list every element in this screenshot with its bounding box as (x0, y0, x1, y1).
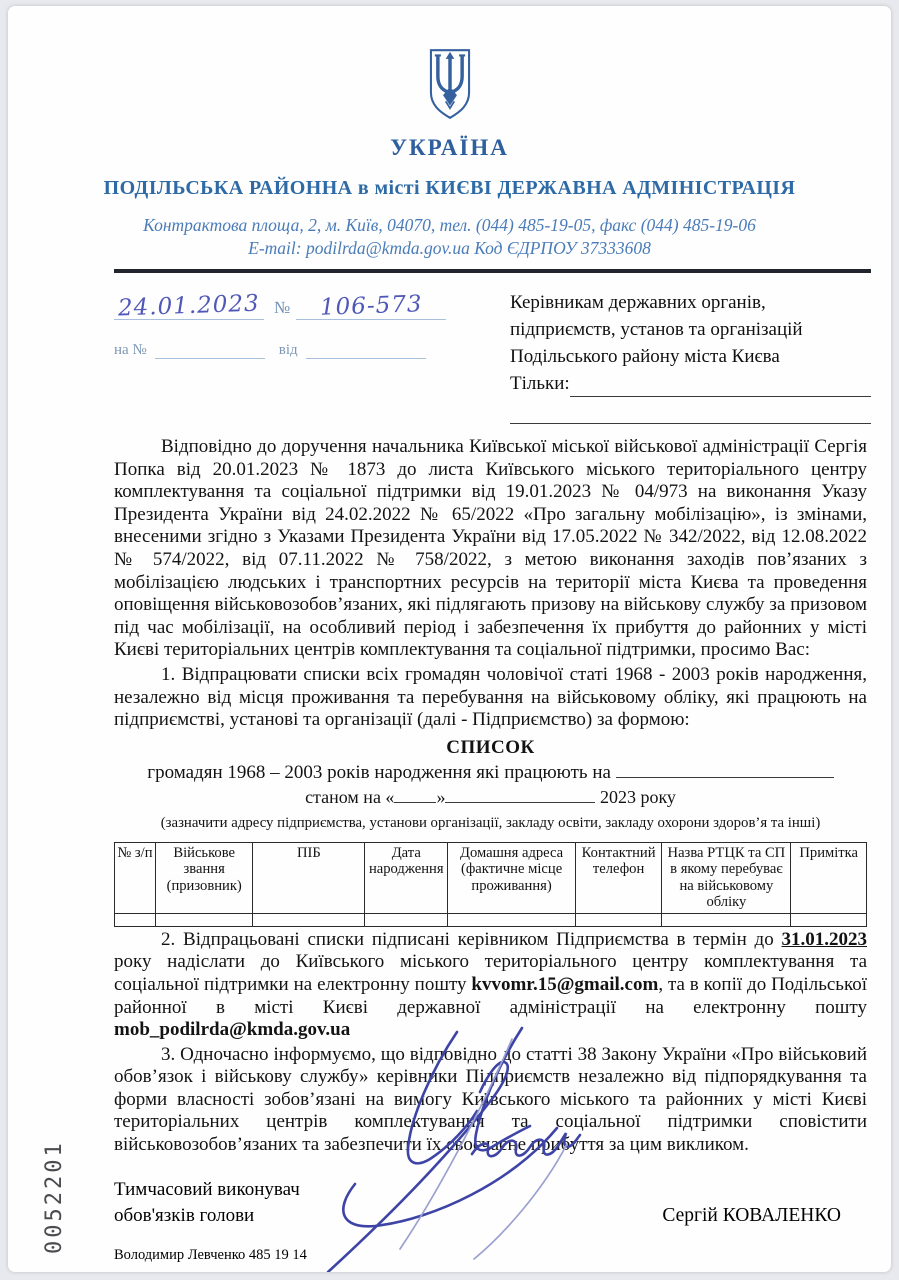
day-blank (394, 786, 436, 803)
col-header-remark: Примітка (791, 842, 867, 913)
intro-paragraph: Відповідно до доручення начальника Київської міської військової адміністрації Сергія Попка від 20.01.2023 № 1873 до листа Київського міського територіального центру комплектування та соціальної підтримки від 19.01.2023 № 04/973 на виконання Указу Президента України від 24.02.2022 № 65/2022 «Про загальну мобілізацію», із змінами, внесеними згідно з Указами Президента України від 17.05.2022 № 342/2022, від 12.08.2022 № 574/2022, від 07.11.2022 № 758/2022, з метою виконання заходів пов’язаних з мобілізацією людських і транспортних ресурсів на території міста Києва та проведення оповіщення військовозобов’язаних, які підлягають призову на військову службу за призовом під час мобілізації, на особливий період і забезпечення їх прибуття до районних у місті Києві територіальних центрів комплектування та соціальної підтримки, просимо Вас: (114, 436, 867, 661)
item2-deadline-date: 31.01.2023 (781, 928, 867, 950)
recipient-line: підприємств, установ та організацій (510, 319, 803, 340)
organization-title: ПОДІЛЬСЬКА РАЙОННА в місті КИЄВІ ДЕРЖАВНА АДМІНІСТРАЦІЯ (103, 177, 796, 199)
recipient-line: Подільського району міста Києва (510, 346, 780, 367)
item2-text: року надіслати до Київського міського територіального центру комплектування та соціальної підтримки на електронну пошту (114, 951, 867, 995)
company-blank-line (616, 759, 834, 778)
as-of-line (114, 786, 867, 809)
col-header-index: № з/п (115, 842, 156, 913)
col-header-name: ПІБ (253, 842, 365, 913)
executor-line: Володимир Левченко 485 19 14 (114, 1246, 307, 1263)
item2-email-podilrda: mob_podilrda@kmda.gov.ua (114, 1019, 351, 1041)
header-divider (114, 269, 871, 273)
list-form-table (114, 842, 867, 927)
table-header-row (115, 842, 867, 913)
list-subtitle-line (114, 759, 867, 784)
item-3-paragraph: 3. Одночасно інформуємо, що відповідно до статті 38 Закону України «Про військовий обов’язок і військову службу» керівники Підприємств незалежно від підпорядкування та форми власності зобов’язані на вимогу Київського міського та районних у місті Києві територіальних центрів комплектування та соціальної підтримки сповістити військовозобов’язаних та забезпечити їх своєчасне прибуття за цим викликом. (114, 1043, 867, 1156)
as-of-year: 2023 року (599, 786, 676, 807)
document-page (8, 6, 891, 1272)
signer-name: Сергій КОВАЛЕНКО (662, 1204, 841, 1226)
country-name: УКРАЇНА (390, 135, 509, 160)
recipient-blank-line (510, 404, 871, 424)
from-label: від (278, 342, 298, 358)
reference-block (114, 289, 454, 424)
list-title: СПИСОК (446, 736, 535, 758)
on-number-label: на № (114, 342, 147, 358)
recipient-line: Керівникам державних органів, (510, 292, 766, 313)
month-blank (445, 786, 595, 803)
only-blank-line (570, 377, 871, 397)
only-label: Тільки: (510, 373, 570, 394)
letterhead (8, 6, 891, 273)
handwritten-date: 24.01.2023 (117, 290, 261, 322)
as-of-pre: станом на « (305, 786, 395, 807)
email-line: E-mail: podilrda@kmda.gov.ua Код ЄДРПОУ 37333608 (248, 238, 651, 258)
table-empty-row (115, 913, 867, 926)
col-header-rank: Військове звання (призовник) (155, 842, 253, 913)
address-line: Контрактова площа, 2, м. Київ, 04070, тел. (044) 485-19-05, факс (044) 485-19-06 (143, 215, 756, 235)
col-header-phone: Контактний телефон (575, 842, 662, 913)
item2-text: 2. Відпрацьовані списки підписані керівником Підприємства в термін до (161, 928, 774, 950)
item2-email-kvvomr: kvvomr.15@gmail.com (471, 973, 659, 995)
registration-stamp-number: 0052201 (42, 1140, 67, 1254)
col-header-birthdate: Дата народження (365, 842, 448, 913)
handwritten-number: 106-573 (319, 291, 423, 321)
number-sign: № (274, 298, 291, 317)
item-1-paragraph: 1. Відпрацювати списки всіх громадян чоловічої статі 1968 - 2003 років народження, незалежно від місця проживання та перебування на військовому обліку, які працюють на підприємстві, установі та організації (далі - Підприємство) за формою: (114, 663, 867, 731)
col-header-address: Домашня адреса (фактичне місце проживання) (448, 842, 575, 913)
item2-text: , та в копії до Подільської районної в місті Києві державної адміністрації на електронну пошту (114, 973, 867, 1018)
letter-body (8, 424, 891, 1157)
ukraine-trident-emblem-icon (424, 40, 476, 133)
signature-block (114, 1177, 867, 1229)
recipient-block (454, 289, 871, 424)
item-2-paragraph (114, 929, 867, 1042)
col-header-rtck: Назва РТЦК та СП в якому перебуває на військовому обліку (662, 842, 791, 913)
note-line: (зазначити адресу підприємства, установи організації, закладу освіти, закладу охорони здоров’я та інші) (160, 814, 821, 831)
list-subtitle: громадян 1968 – 2003 років народження які працюють на (147, 761, 611, 783)
signer-position-line: обов'язків голови (114, 1204, 255, 1226)
signer-position-line: Тимчасовий виконувач (114, 1178, 300, 1200)
as-of-close-quote: » (436, 786, 446, 807)
